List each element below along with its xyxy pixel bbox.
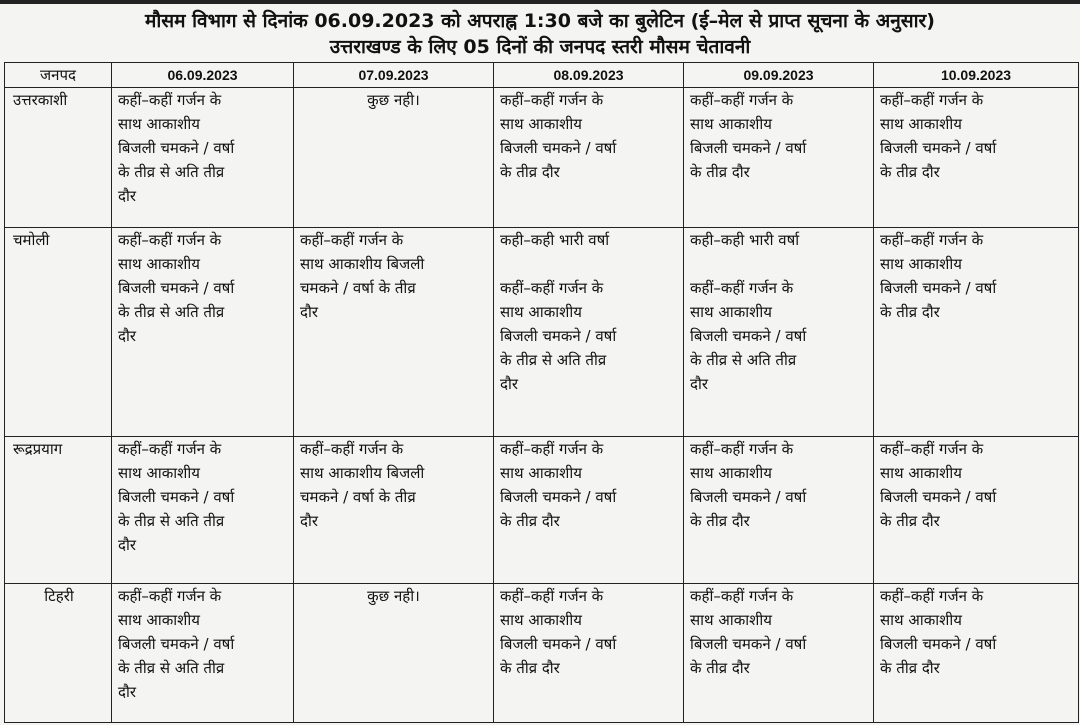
forecast-cell: कहीं–कहीं गर्जन के साथ आकाशीय बिजली चमकने / वर्षा के तीव्र से अति तीव्र दौर — [112, 584, 294, 723]
district-warning-table — [4, 62, 1079, 723]
forecast-cell: कुछ नही। — [294, 584, 494, 723]
column-header-date: 09.09.2023 — [684, 63, 874, 88]
forecast-cell: कहीं–कहीं गर्जन के साथ आकाशीय बिजली चमकने / वर्षा के तीव्र दौर — [294, 437, 494, 584]
table-row — [5, 228, 1079, 437]
forecast-cell: कहीं–कहीं गर्जन के साथ आकाशीय बिजली चमकने / वर्षा के तीव्र से अति तीव्र दौर — [112, 88, 294, 228]
forecast-cell: कहीं–कहीं गर्जन के साथ आकाशीय बिजली चमकने / वर्षा के तीव्र दौर — [684, 584, 874, 723]
forecast-cell: कहीं–कहीं गर्जन के साथ आकाशीय बिजली चमकने / वर्षा के तीव्र दौर — [684, 437, 874, 584]
forecast-cell: कहीं–कहीं गर्जन के साथ आकाशीय बिजली चमकने / वर्षा के तीव्र दौर — [494, 584, 684, 723]
column-header-date: 06.09.2023 — [112, 63, 294, 88]
bulletin-title: मौसम विभाग से दिनांक 06.09.2023 को अपराह्न 1:30 बजे का बुलेटिन (ई–मेल से प्राप्त सूचना के अनुसार) — [145, 10, 935, 32]
district-name: टिहरी — [5, 584, 112, 723]
column-header-date: 07.09.2023 — [294, 63, 494, 88]
forecast-cell: कहीं–कहीं गर्जन के साथ आकाशीय बिजली चमकने / वर्षा के तीव्र से अति तीव्र दौर — [112, 228, 294, 437]
bulletin-subtitle: उत्तराखण्ड के लिए 05 दिनों की जनपद स्तरी मौसम चेतावनी — [329, 36, 751, 58]
forecast-cell: कहीं–कहीं गर्जन के साथ आकाशीय बिजली चमकने / वर्षा के तीव्र दौर — [874, 228, 1079, 437]
forecast-cell: कहीं–कहीं गर्जन के साथ आकाशीय बिजली चमकने / वर्षा के तीव्र दौर — [874, 437, 1079, 584]
district-name: रूद्रप्रयाग — [5, 437, 112, 584]
column-header-date: 08.09.2023 — [494, 63, 684, 88]
column-header-date: 10.09.2023 — [874, 63, 1079, 88]
forecast-cell: कहीं–कहीं गर्जन के साथ आकाशीय बिजली चमकने / वर्षा के तीव्र दौर — [874, 584, 1079, 723]
forecast-cell: कहीं–कहीं गर्जन के साथ आकाशीय बिजली चमकने / वर्षा के तीव्र से अति तीव्र दौर — [112, 437, 294, 584]
forecast-cell: कुछ नही। — [294, 88, 494, 228]
top-rule — [0, 0, 1080, 4]
table-row — [5, 88, 1079, 228]
forecast-cell: कहीं–कहीं गर्जन के साथ आकाशीय बिजली चमकने / वर्षा के तीव्र दौर — [874, 88, 1079, 228]
district-name: चमोली — [5, 228, 112, 437]
forecast-cell: कहीं–कहीं गर्जन के साथ आकाशीय बिजली चमकने / वर्षा के तीव्र दौर — [684, 88, 874, 228]
forecast-cell: कहीं–कहीं गर्जन के साथ आकाशीय बिजली चमकने / वर्षा के तीव्र दौर — [294, 228, 494, 437]
column-header-district: जनपद — [5, 63, 112, 88]
table-row — [5, 437, 1079, 584]
forecast-cell: कही–कही भारी वर्षा कहीं–कहीं गर्जन के साथ आकाशीय बिजली चमकने / वर्षा के तीव्र से अति तीव्र दौर — [494, 228, 684, 437]
table-header-row — [5, 63, 1079, 88]
forecast-cell: कहीं–कहीं गर्जन के साथ आकाशीय बिजली चमकने / वर्षा के तीव्र दौर — [494, 88, 684, 228]
district-name: उत्तरकाशी — [5, 88, 112, 228]
table-row — [5, 584, 1079, 723]
forecast-cell: कहीं–कहीं गर्जन के साथ आकाशीय बिजली चमकने / वर्षा के तीव्र दौर — [494, 437, 684, 584]
forecast-cell: कही–कही भारी वर्षा कहीं–कहीं गर्जन के साथ आकाशीय बिजली चमकने / वर्षा के तीव्र से अति तीव्र दौर — [684, 228, 874, 437]
